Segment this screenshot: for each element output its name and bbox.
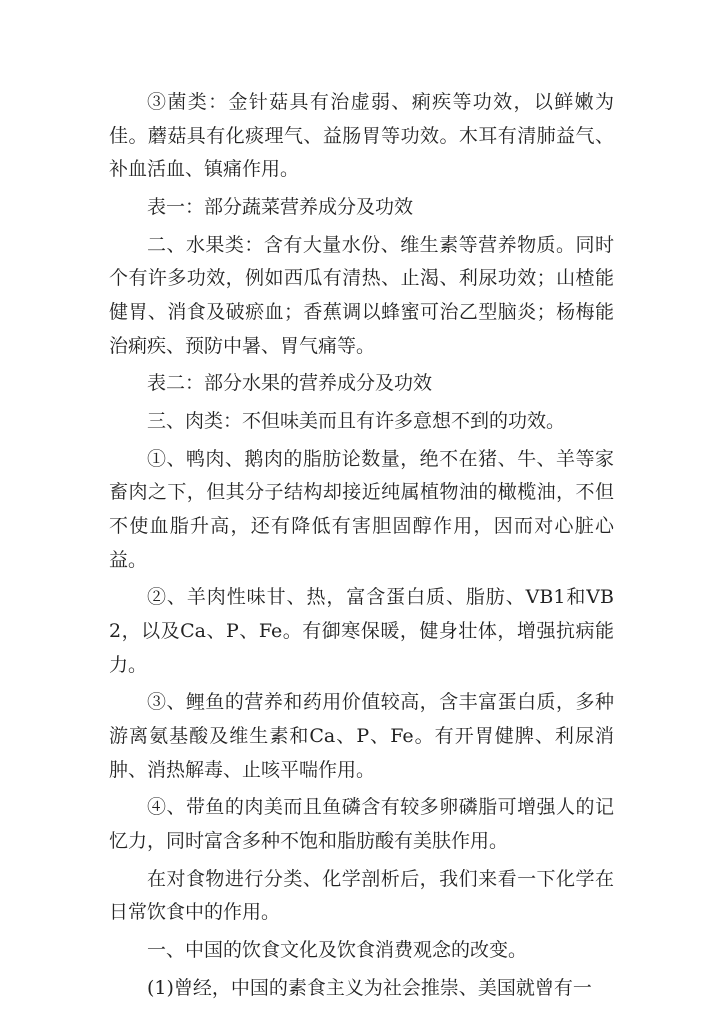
paragraph-fungi: ③菌类：金针菇具有治虚弱、痢疾等功效，以鲜嫩为佳。蘑菇具有化痰理气、益肠胃等功效。木耳有清肺益气、补血活血、镇痛作用。 — [109, 91, 614, 181]
paragraph-vegetarianism: (1)曾经，中国的素食主义为社会推崇、美国就曾有一 — [147, 976, 592, 999]
paragraph-fruits: 二、水果类：含有大量水份、维生素等营养物质。同时个有许多功效，例如西瓜有清热、止渴、利尿功效；山楂能健胃、消食及破瘀血；香蕉调以蜂蜜可治乙型脑炎；杨梅能治痢疾、预防中暑、胃气痛等。 — [109, 233, 614, 357]
document-body — [109, 86, 614, 1010]
paragraph-chemistry-intro: 在对食物进行分类、化学剖析后，我们来看一下化学在日常饮食中的作用。 — [109, 867, 614, 924]
paragraph-mutton: ②、羊肉性味甘、热，富含蛋白质、脂肪、VB1和VB2，以及Ca、P、Fe。有御寒保暖，健身壮体，增强抗病能力。 — [109, 586, 614, 676]
paragraph-meat-heading: 三、肉类：不但味美而且有许多意想不到的功效。 — [147, 410, 566, 433]
paragraph-section-one-heading: 一、中国的饮食文化及饮食消费观念的改变。 — [147, 939, 528, 962]
paragraph-hairtail: ④、带鱼的肉美而且鱼磷含有较多卵磷脂可增强人的记忆力，同时富含多种不饱和脂肪酸有美肤作用。 — [109, 796, 614, 852]
paragraph-table-one-caption: 表一：部分蔬菜营养成分及功效 — [147, 195, 414, 218]
paragraph-carp: ③、鲤鱼的营养和药用价值较高，含丰富蛋白质，多种游离氨基酸及维生素和Ca、P、Fe。有开胃健脾、利尿消肿、消热解毒、止咳平喘作用。 — [109, 691, 614, 781]
paragraph-duck-goose: ①、鸭肉、鹅肉的脂肪论数量，绝不在猪、牛、羊等家畜肉之下，但其分子结构却接近纯属植物油的橄榄油，不但不使血脂升高，还有降低有害胆固醇作用，因而对心脏心益。 — [109, 447, 614, 571]
paragraph-table-two-caption: 表二：部分水果的营养成分及功效 — [147, 372, 433, 395]
